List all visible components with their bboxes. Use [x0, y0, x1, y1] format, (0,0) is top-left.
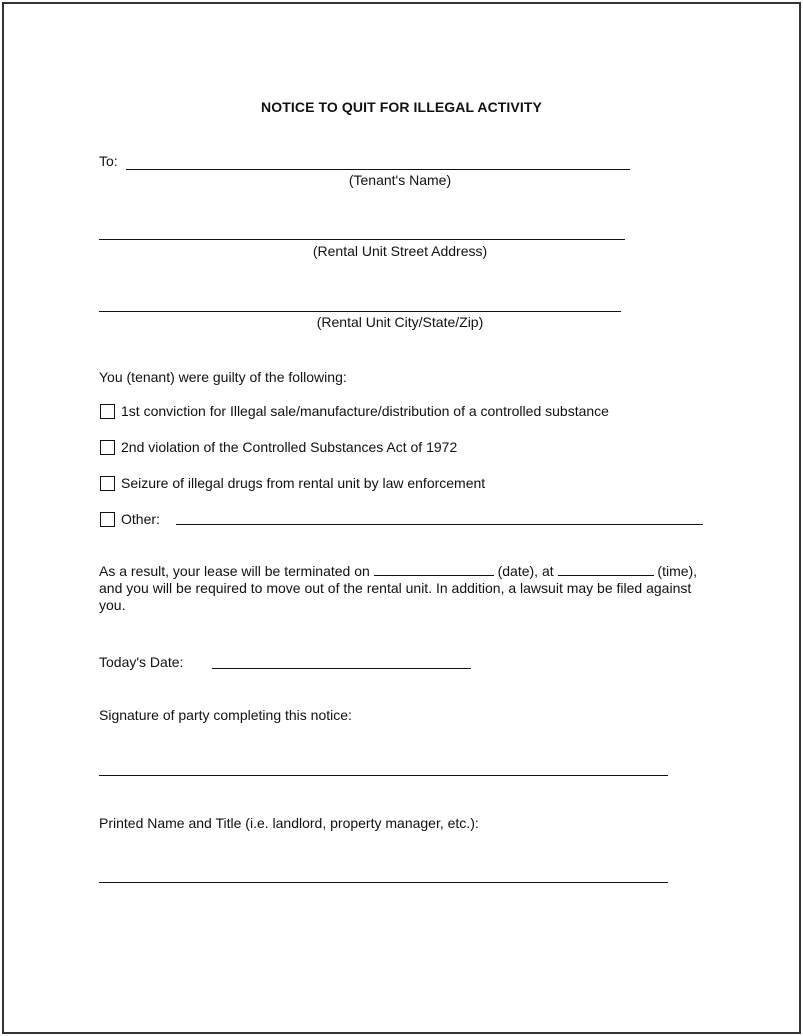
signature-label: Signature of party completing this notice:: [99, 707, 352, 723]
signature-field[interactable]: [99, 775, 668, 776]
guilty-intro: You (tenant) were guilty of the following:: [99, 369, 347, 385]
to-label: To:: [99, 153, 118, 169]
city-state-zip-caption: (Rental Unit City/State/Zip): [316, 314, 484, 330]
option-2-label: 2nd violation of the Controlled Substances Act of 1972: [121, 439, 458, 455]
other-field[interactable]: [176, 524, 703, 525]
option-1-checkbox[interactable]: [100, 404, 115, 419]
option-other-label: Other:: [121, 511, 160, 527]
result-date-label: (date), at: [497, 563, 554, 579]
printed-name-field[interactable]: [99, 882, 668, 883]
document-title: NOTICE TO QUIT FOR ILLEGAL ACTIVITY: [261, 99, 542, 115]
printed-name-label: Printed Name and Title (i.e. landlord, property manager, etc.):: [99, 815, 479, 831]
option-3-checkbox[interactable]: [100, 476, 115, 491]
option-3-label: Seizure of illegal drugs from rental unit by law enforcement: [121, 475, 486, 491]
termination-date-field[interactable]: [374, 564, 494, 576]
result-paragraph: [99, 563, 709, 614]
todays-date-label: Today's Date:: [99, 654, 184, 670]
street-address-field[interactable]: [99, 239, 625, 240]
option-1-label: 1st conviction for Illegal sale/manufacture/distribution of a controlled substance: [121, 403, 609, 419]
result-part2: (time), and you will be required to move out of the rental unit. In addition, a lawsuit may be filed against you.: [99, 563, 698, 613]
result-part1: As a result, your lease will be terminated on: [99, 563, 370, 579]
option-other-checkbox[interactable]: [100, 512, 115, 527]
todays-date-field[interactable]: [212, 668, 471, 669]
city-state-zip-field[interactable]: [99, 311, 621, 312]
tenant-name-caption: (Tenant's Name): [348, 172, 452, 188]
termination-time-field[interactable]: [558, 564, 654, 576]
tenant-name-field[interactable]: [126, 169, 630, 170]
street-address-caption: (Rental Unit Street Address): [312, 243, 488, 259]
option-2-checkbox[interactable]: [100, 440, 115, 455]
